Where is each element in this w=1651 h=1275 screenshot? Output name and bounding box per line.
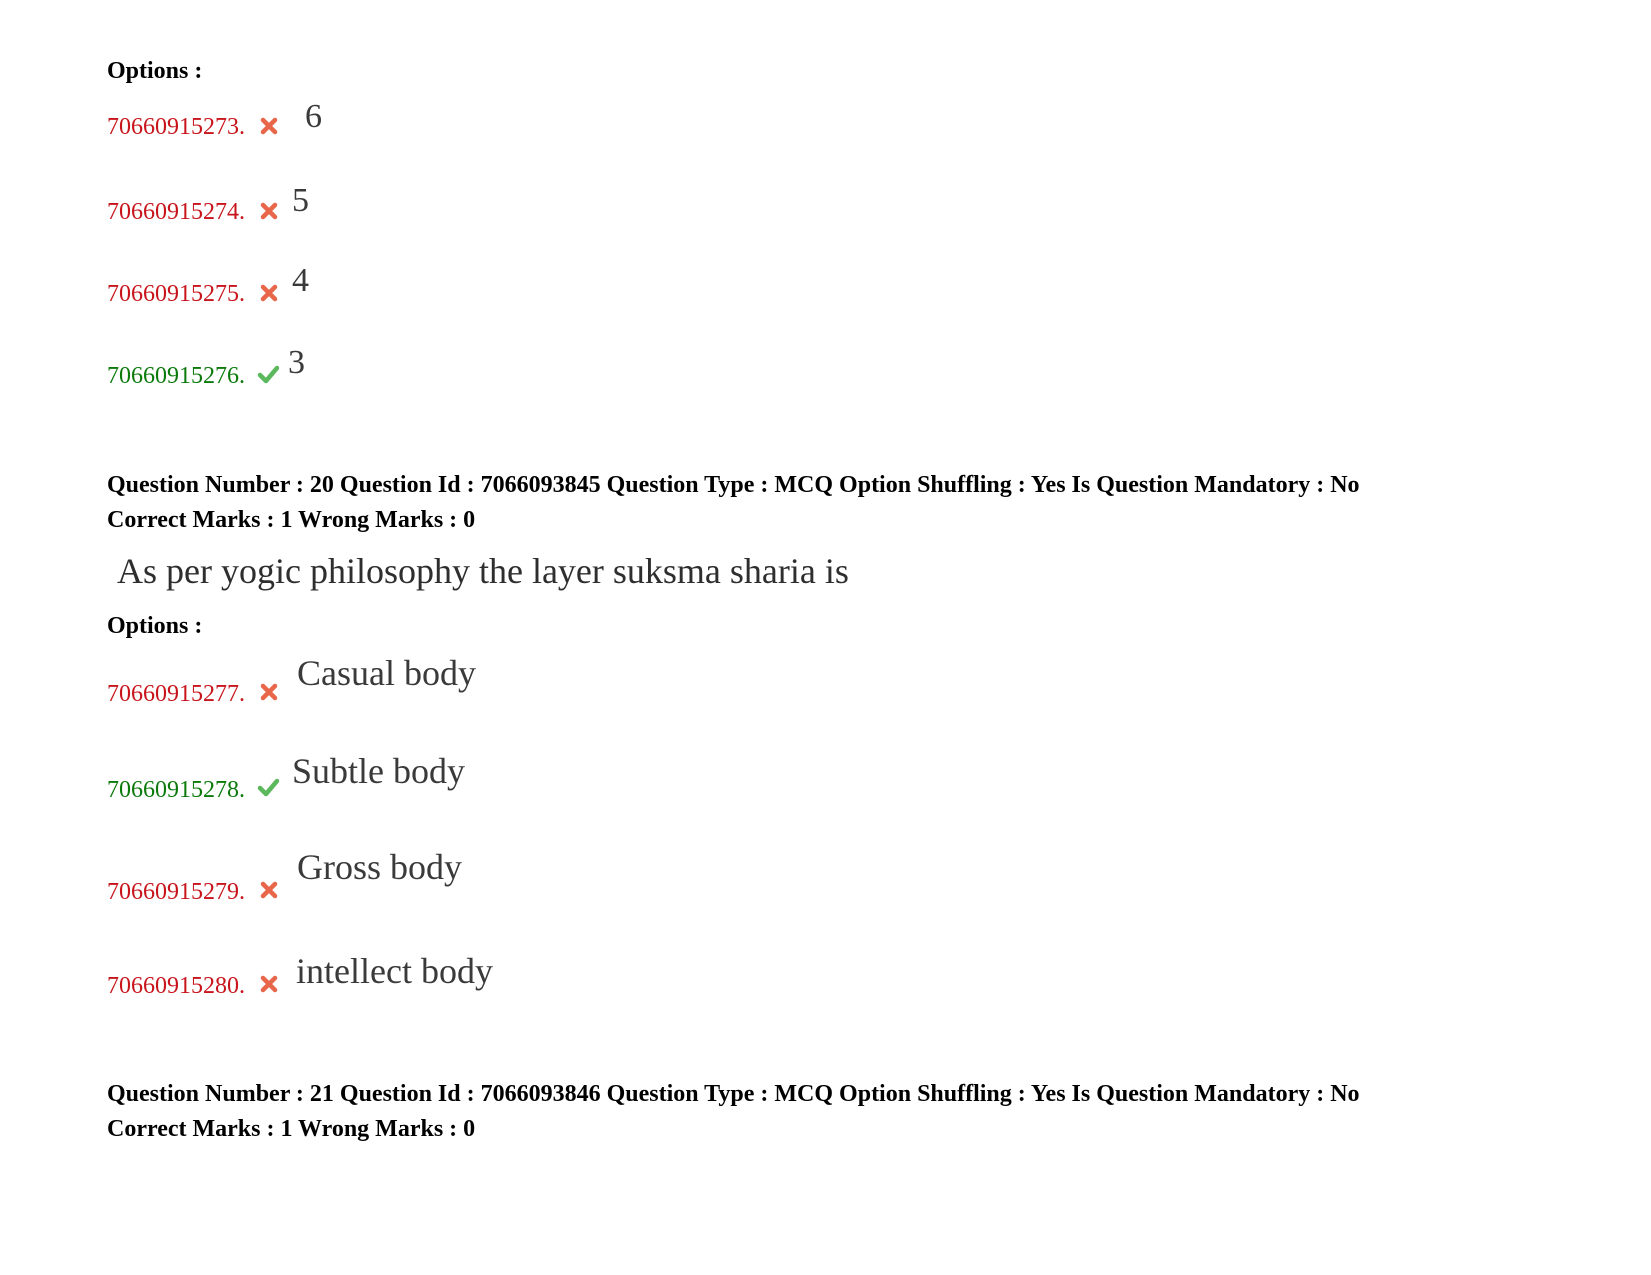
option-text: 5 bbox=[292, 182, 309, 219]
option-id: 70660915273. bbox=[107, 114, 245, 140]
option-text: intellect body bbox=[296, 951, 493, 991]
cross-icon bbox=[258, 115, 280, 137]
question-text: As per yogic philosophy the layer suksma sharia is bbox=[117, 551, 849, 591]
option-id: 70660915276. bbox=[107, 363, 245, 389]
option-text: Gross body bbox=[297, 847, 463, 887]
cross-icon bbox=[258, 879, 280, 901]
check-icon bbox=[257, 776, 279, 798]
question-meta bbox=[107, 1077, 1360, 1147]
option-text: Subtle body bbox=[292, 751, 466, 791]
option-id: 70660915278. bbox=[107, 777, 245, 803]
option-id: 70660915274. bbox=[107, 199, 245, 225]
cross-icon bbox=[258, 200, 280, 222]
option-id: 70660915280. bbox=[107, 973, 245, 999]
cross-icon bbox=[258, 282, 280, 304]
question-meta-line2: Correct Marks : 1 Wrong Marks : 0 bbox=[107, 507, 476, 533]
option-id: 70660915277. bbox=[107, 681, 245, 707]
option-id: 70660915275. bbox=[107, 281, 245, 307]
question-meta-line1: Question Number : 21 Question Id : 7066093846 Question Type : MCQ Option Shuffling : Yes Is Question Mandatory : No bbox=[107, 1081, 1360, 1107]
option-id: 70660915279. bbox=[107, 879, 245, 905]
cross-icon bbox=[258, 973, 280, 995]
option-text: 6 bbox=[305, 98, 322, 135]
option-text: 4 bbox=[292, 262, 309, 299]
option-text: 3 bbox=[288, 344, 305, 381]
question-meta-line1: Question Number : 20 Question Id : 7066093845 Question Type : MCQ Option Shuffling : Yes Is Question Mandatory : No bbox=[107, 472, 1360, 498]
option-text: Casual body bbox=[297, 653, 476, 693]
question-meta bbox=[107, 468, 1360, 538]
options-label: Options : bbox=[107, 58, 203, 84]
question-meta-line2: Correct Marks : 1 Wrong Marks : 0 bbox=[107, 1116, 476, 1142]
cross-icon bbox=[258, 681, 280, 703]
check-icon bbox=[257, 363, 279, 385]
options-label: Options : bbox=[107, 613, 203, 639]
